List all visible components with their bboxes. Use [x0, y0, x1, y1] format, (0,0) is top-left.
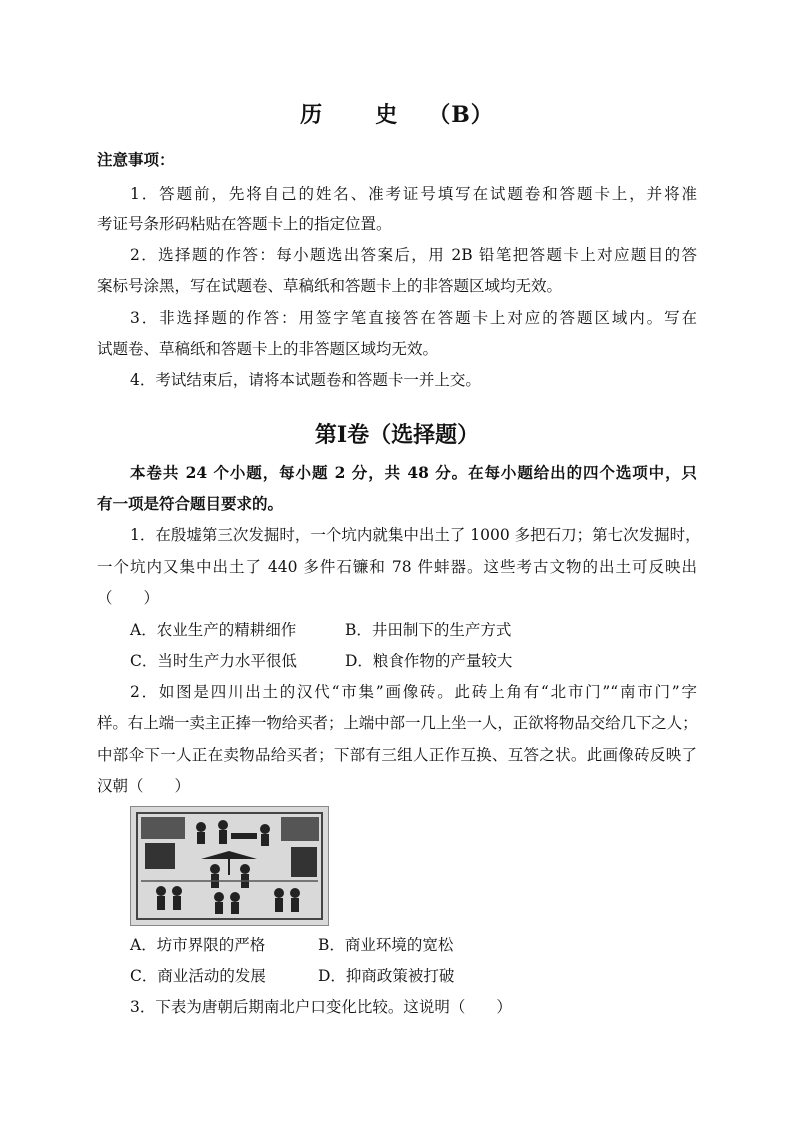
- market-brick-image: [130, 806, 329, 926]
- q1-stem-line-3: （ ）: [97, 589, 160, 607]
- section-title: 第Ⅰ卷（选择题）: [314, 422, 480, 448]
- title-subject-1: 历: [300, 102, 324, 128]
- q1-option-c: C．当时生产力水平很低: [130, 652, 297, 670]
- q2-stem-line-3: 中部伞下一人正在卖物品给买者；下部有三组人正作互换、互答之状。此画像砖反映了: [97, 746, 697, 764]
- q2-stem-line-1: 2．如图是四川出土的汉代“市集”画像砖。此砖上角有“北市门”“南市门”字: [130, 683, 697, 701]
- section-intro-line-2: 有一项是符合题目要求的。: [97, 494, 284, 513]
- section-intro-line-1: 本卷共 24 个小题，每小题 2 分，共 48 分。在每小题给出的四个选项中，只: [130, 463, 697, 482]
- q3-stem-line-1: 3．下表为唐朝后期南北户口变化比较。这说明（ ）: [130, 998, 512, 1016]
- notice-item-1-line-2: 考证号条形码粘贴在答题卡上的指定位置。: [97, 215, 392, 233]
- page-title: [0, 98, 794, 129]
- title-variant: （B）: [428, 102, 494, 128]
- q1-option-a: A．农业生产的精耕细作: [130, 621, 297, 639]
- q2-option-a: A．坊市界限的严格: [130, 936, 266, 954]
- notice-item-4: 4．考试结束后，请将本试题卷和答题卡一并上交。: [130, 371, 481, 389]
- notice-item-2-line-1: 2．选择题的作答：每小题选出答案后，用 2B 铅笔把答题卡上对应题目的答: [130, 246, 697, 264]
- q1-option-d: D．粮食作物的产量较大: [345, 652, 513, 670]
- q1-option-b: B．井田制下的生产方式: [345, 621, 512, 639]
- notice-item-2-line-2: 案标号涂黑，写在试题卷、草稿纸和答题卡上的非答题区域均无效。: [97, 277, 563, 295]
- title-subject-2: 史: [375, 102, 399, 128]
- notice-heading: 注意事项：: [97, 150, 175, 169]
- notice-item-3-line-2: 试题卷、草稿纸和答题卡上的非答题区域均无效。: [97, 340, 439, 358]
- notice-item-1-line-1: 1．答题前，先将自己的姓名、准考证号填写在试题卷和答题卡上，并将准: [130, 185, 697, 203]
- notice-item-3-line-1: 3．非选择题的作答：用签字笔直接答在答题卡上对应的答题区域内。写在: [130, 309, 697, 327]
- q1-stem-line-2: 一个坑内又集中出土了 440 多件石镰和 78 件蚌器。这些考古文物的出土可反映出: [97, 558, 697, 576]
- q2-stem-line-4: 汉朝（ ）: [97, 777, 191, 795]
- q2-option-d: D．抑商政策被打破: [318, 967, 455, 985]
- q2-option-b: B．商业环境的宽松: [318, 936, 454, 954]
- q2-stem-line-2: 样。右上端一卖主正捧一物给买者；上端中部一几上坐一人，正欲将物品交给几下之人；: [97, 714, 697, 732]
- q1-stem-line-1: 1．在殷墟第三次发掘时，一个坑内就集中出土了 1000 多把石刀；第七次发掘时，: [130, 526, 701, 544]
- q2-option-c: C．商业活动的发展: [130, 967, 266, 985]
